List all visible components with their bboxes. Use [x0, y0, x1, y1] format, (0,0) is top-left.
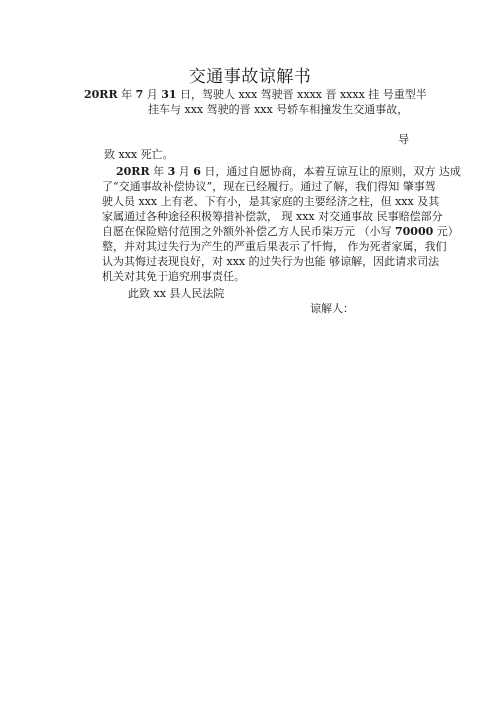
para2-line7: 认为其悔过表现良好，对 xxx 的过失行为也能 够谅解，因此请求司法	[102, 255, 440, 268]
para2-month: 3	[167, 165, 176, 178]
para2-line5-post: 元）	[433, 225, 459, 238]
para1-line1	[84, 88, 427, 102]
para1-dao: 导	[398, 133, 409, 146]
signature-label: 谅解人：	[310, 302, 354, 315]
para2-line6: 整，并对其过失行为产生的严重后果表示了忏悔， 作为死者家属，我们	[102, 240, 447, 253]
closing-line: 此致 xx 县人民法院	[128, 287, 225, 300]
para2-line8: 机关对其免于追究刑事责任。	[102, 270, 245, 283]
para2-line2: 了“交通事故补偿协议”，现在已经履行。通过了解，我们得知 肇事驾	[102, 180, 436, 193]
para2-line1	[116, 165, 461, 179]
para1-year-unit: 年	[117, 88, 136, 101]
para2-year-unit: 年	[149, 165, 168, 178]
para2-year: 20RR	[116, 165, 150, 178]
document-title: 交通事故谅解书	[188, 67, 312, 87]
para2-line5-pre: 自愿在保险赔付范围之外额外补偿乙方人民币柒万元 （小写	[102, 225, 395, 238]
para1-year: 20RR	[84, 88, 118, 101]
para2-month-unit: 月	[175, 165, 194, 178]
para2-line3: 驶人员 xxx 上有老、下有小，是其家庭的主要经济之柱，但 xxx 及其	[102, 195, 440, 208]
para1-month-unit: 月	[143, 88, 162, 101]
para1-line3: 致 xxx 死亡。	[104, 148, 174, 161]
para1-day: 31	[161, 88, 177, 101]
para2-line1-rest: 日，通过自愿协商，本着互谅互让的原则，双方 达成	[200, 165, 461, 178]
para2-line5	[102, 225, 459, 239]
para1-line1-rest: 日，驾驶人 xxx 驾驶晋 xxxx 晋 xxxx 挂 号重型半	[176, 88, 427, 101]
para1-month: 7	[135, 88, 144, 101]
para2-day: 6	[193, 165, 201, 178]
para1-line2: 挂车与 xxx 驾驶的晋 xxx 号轿车相撞发生交通事故，	[148, 103, 409, 116]
para2-amount: 70000	[395, 225, 434, 238]
para2-line4: 家属通过各种途径积极筹措补偿款， 现 xxx 对交通事故 民事赔偿部分	[102, 210, 443, 223]
